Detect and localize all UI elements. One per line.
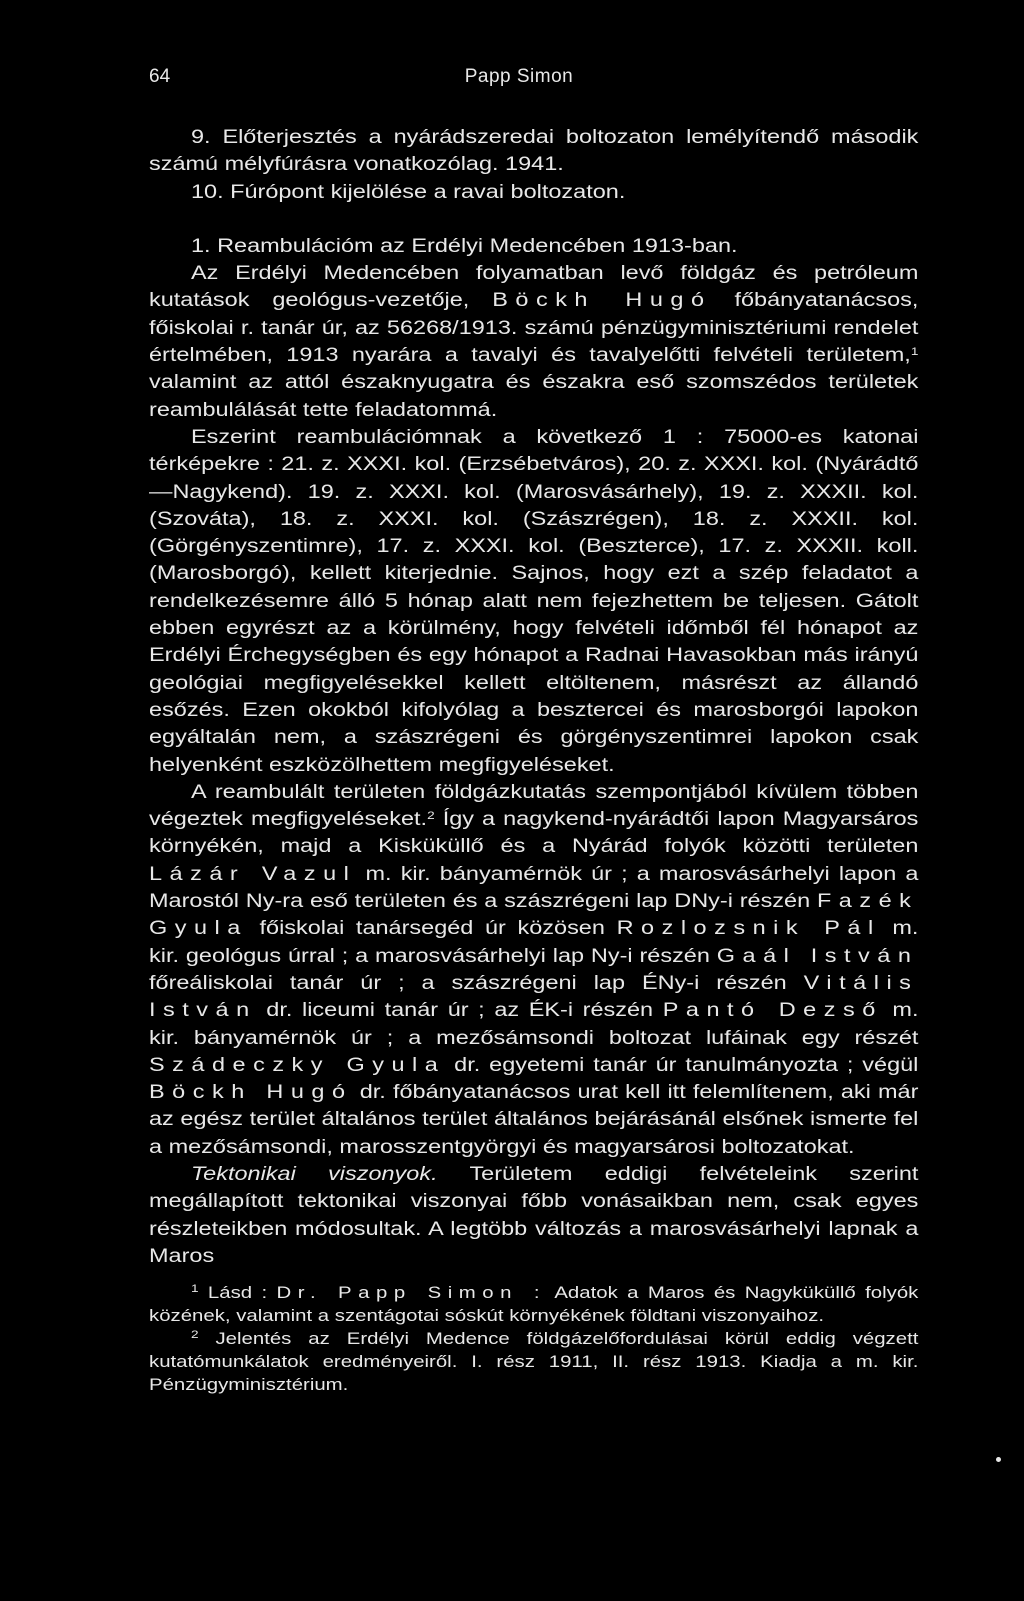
italic-lead: Tektonikai viszonyok. [190,1163,438,1185]
text-run: Területem eddigi felvételeink szerint megállapított tektonikai viszonyai főbb vonásaikban nem, csak egyes részleteikben módosultak. A legtöbb változás a marosvásárhelyi lapnak a Maros [149,1163,919,1267]
text-run: Így a nagykend-nyárádtői lapon Magyarsáros környékén, majd a Kisküküllő és a Nyárád folyók közötti területen [149,809,919,858]
page-header [149,66,909,96]
person-name: Gaál István [716,945,919,967]
person-name: Rozlozsnik Pál [616,918,881,940]
footnote-ref: 1 [910,346,919,359]
text-run: Lásd : [207,1284,268,1303]
text-run: m. kir. geológus úrral ; a marosvásárhelyi lap Ny-i részén [149,918,919,967]
body-text [149,124,918,1397]
section-heading: 1. Reambulációm az Erdélyi Medencében 1913-ban. [190,235,738,257]
text-run: főbányatanácsos, főiskolai r. tanár úr, az 56268/1913. számú pénzügyminisztériumi rendelet értelmében, 1913 nyarára a tavalyi és tavalyelőtti felvételi területem, [149,290,919,367]
text-run: valamint az attól északnyugatra és északra eső szomszédos területek reambulálását tette feladatommá. [149,372,919,421]
list-item: 10. Fúrópont kijelölése a ravai boltozaton. [190,181,626,203]
text-run: főiskolai tanársegéd úr közösen [259,918,605,940]
text-run: Adatok a Maros és Nagyküküllő folyók közének, valamint a szentágotai sóskút környékének földtani viszonyaihoz. [149,1284,919,1326]
footnote-ref: 2 [427,810,435,823]
paragraph [149,779,918,1161]
text-run: dr. főbányatanácsos urat kell itt felemlítenem, aki már az egész terület általános terület általános bejárásánál elsőnek ismerte fel a mezősámsondi, marosszentgyörgyi és magyarsárosi boltozatokat. [149,1082,919,1158]
text-run: m. kir. bányamérnök úr ; a marosvásárhelyi lapon a Marostól Ny-ra eső területen és a szászrégeni lap DNy-i részén [149,863,919,913]
person-name: Fazék Gyula [149,891,919,940]
text-run: A reambulált területen földgázkutatás szempontjából kívülem többen végeztek megfigyeléseket. [149,781,919,831]
person-name: Lázár Vazul [149,863,357,885]
text-run: főreáliskolai tanár úr ; a szászrégeni lap ÉNy-i részén [149,972,787,994]
person-name: Böckh Hugó [149,1082,353,1104]
running-title: Papp Simon [464,66,574,87]
footnote-marker: 2 [190,1329,199,1342]
person-name: Pantó Dezső [662,1000,883,1022]
margin-speck [996,1457,1001,1462]
page-number: 64 [149,66,171,87]
person-name: Vitális István [149,972,919,1022]
footnote-marker: 1 [190,1283,199,1296]
text-run: m. kir. bányamérnök úr ; a mezősámsondi boltozat lufáinak egy részét [149,1000,919,1049]
paragraph [149,260,918,424]
person-name: Böckh Hugó [492,290,712,312]
paragraph [149,1161,918,1270]
text-run: dr. egyetemi tanár úr tanulmányozta ; végül [454,1054,919,1076]
footnote [149,1282,918,1328]
person-name: Dr. Papp Simon : [276,1284,547,1303]
person-name: Szádeczky Gyula [149,1054,446,1076]
footnote [149,1328,918,1397]
list-item: 9. Előterjesztés a nyárádszeredai boltozaton lemélyítendő második számú mélyfúrásra vonatkozólag. 1941. [149,127,919,176]
text-run: Jelentés az Erdélyi Medence földgázelőfordulásai körül eddig végzett kutatómunkálatok eredményeiről. I. rész 1911, II. rész 1913. Kiadja a m. kir. Pénzügyminisztérium. [149,1330,919,1395]
text-run: Az Erdélyi Medencében folyamatban levő földgáz és petróleum kutatások geológus-vezetője, [149,263,919,312]
paragraph: Eszerint reambulációmnak a következő 1 : 75000-es katonai térképekre : 21. z. XXXI. kol. (Erzsébetváros), 20. z. XXXI. kol. (Nyárádtő—Nagykend). 19. z. XXXI. kol. (Marosvásárhely), 19. z. XXXII. kol. (Szováta), 18. z. XXXI. kol. (Szászrégen), 18. z. XXXII. kol. (Görgényszentimre), 17. z. XXXI. kol. (Beszterce), 17. z. XXXII. koll. (Marosborgó), kellett kiterjednie. Sajnos, hogy ezt a szép feladatot a rendelkezésemre álló 5 hónap alatt nem fejezhettem be teljesen. Gátolt ebben egyrészt az a körülmény, hogy felvételi időmből fél hónapot az Erdélyi Érchegységben és egy hónapot a Radnai Havasokban más irányú geológiai megfigyelésekkel kellett eltöltenem, másrészt az állandó esőzés. Ezen okokból kifolyólag a besztercei és marosborgói lapokon egyáltalán nem, a szászrégeni és görgényszentimrei lapokon csak helyenként eszközölhettem megfigyeléseket. [149,426,919,776]
text-run: dr. liceumi tanár úr ; az ÉK-i részén [266,1000,654,1022]
